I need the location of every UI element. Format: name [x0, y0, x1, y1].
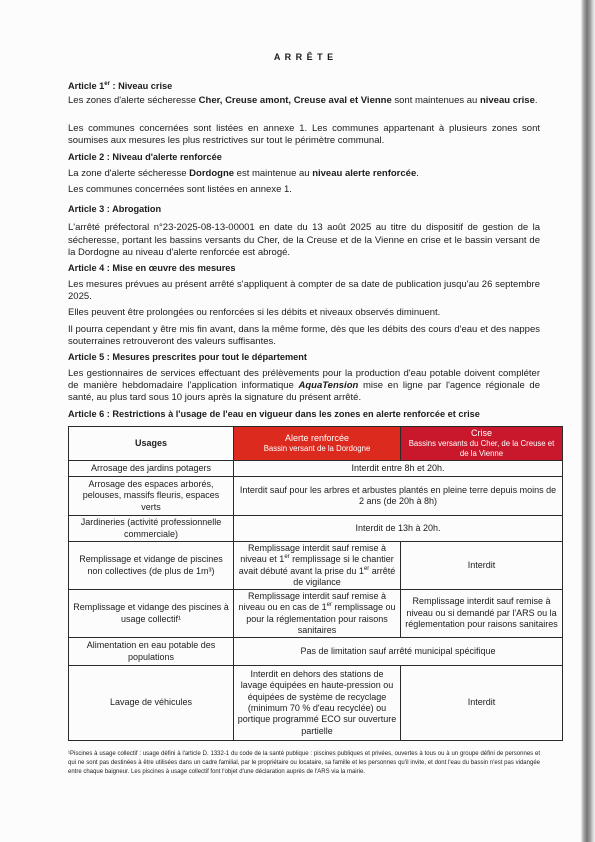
- both-levels-restriction-cell: Interdit entre 8h et 20h.: [234, 461, 563, 477]
- table-row: [69, 638, 563, 666]
- cell-text: arrêté de vigilance: [293, 565, 396, 587]
- article-1-heading: [68, 80, 540, 92]
- article-2-heading: [68, 151, 540, 163]
- crise-column-header: [401, 427, 563, 461]
- heading-text: : Niveau crise: [109, 81, 173, 91]
- alerte-renforcee-cell: Interdit en dehors des stations de lavage équipées en haute-pression ou équipées de système de recyclage (minimum 70 % d'eau recyclée) ou portique programmé ECO sur ouverture partielle: [234, 666, 401, 741]
- ordinal-suffix: er: [326, 602, 332, 609]
- footnote: ¹Piscines à usage collectif : usage défini à l'article D. 1332-1 du code de la santé publique : piscines publiques et privées, ouvertes à tous ou à un groupe défini de personnes et qui ne sont pas destinées à être utilisées dans un cadre familial, par le propriétaire ou locataire, sa famille et les personnes qu'il invite, et dont l'eau du bassin n'est pas vidangée entre chaque baigneur. Les piscines à usage collectif font l'objet d'une déclaration auprès de l'ARS via la mairie.: [68, 751, 540, 775]
- alerte-renforcee-column-header: [234, 427, 401, 461]
- alerte-renforcee-subtitle: Bassin versant de la Dordogne: [263, 443, 371, 453]
- article-1-paragraph-1: [68, 95, 540, 107]
- ordinal-suffix: er: [284, 554, 290, 561]
- cell-text: Remplissage interdit sauf remise à niveau et 1: [240, 542, 387, 565]
- article-4-paragraph-3: [68, 324, 540, 348]
- text-segment: L'arrêté préfectoral n°23-2025-08-13-00001 en date du 13 août 2025 au titre du dispositif de gestion de la sécheresse, portant les bassins versants du Cher, de la Creuse et de la Vienne en crise et le bassin versant de la Dordogne au niveau d'alerte renforcée est abrogé.: [68, 222, 540, 258]
- text-segment: Les communes concernées sont listées en annexe 1.: [68, 184, 292, 195]
- scan-edge-shadow: [581, 0, 595, 842]
- article-4-heading: [68, 262, 540, 274]
- cell-text: Remplissage interdit sauf remise à niveau ou en cas de 1: [238, 590, 387, 613]
- usage-cell: Arrosage des jardins potagers: [69, 461, 234, 477]
- heading-text: Article 1: [68, 81, 105, 91]
- alerte-renforcee-title: Alerte renforcée: [284, 433, 350, 444]
- restrictions-table: [68, 426, 563, 741]
- ordinal-suffix: er: [104, 80, 110, 87]
- article-5-paragraph-1: [68, 368, 540, 405]
- heading-text: Article 2 : Niveau d'alerte renforcée: [68, 152, 222, 162]
- text-segment: .: [534, 95, 538, 106]
- crise-cell: Interdit: [401, 542, 563, 590]
- text-segment: .: [416, 168, 419, 179]
- cell-text: remplissage si le chantier avait débuté avant la prise du 1: [238, 554, 394, 576]
- ordinal-suffix: er: [363, 565, 370, 572]
- crise-subtitle: Bassins versants du Cher, de la Creuse et de la Vienne: [408, 438, 555, 458]
- usage-cell: Remplissage et vidange de piscines non collectives (de plus de 1m³): [69, 542, 234, 590]
- crise-cell: Interdit: [401, 666, 563, 741]
- table-row: [69, 666, 563, 741]
- text-segment: mise en ligne par l'agence régionale de santé, au plus tard sous 10 jours après la signature du présent arrêté.: [68, 380, 540, 404]
- heading-text: Article 6 : Restrictions à l'usage de l'eau en vigueur dans les zones en alerte renforcée et crise: [68, 409, 480, 419]
- both-levels-restriction-cell: Interdit sauf pour les arbres et arbustes plantés en pleine terre depuis moins de 2 ans (de 20h à 8h): [234, 477, 563, 516]
- document-title: A R R Ê T E: [273, 52, 335, 62]
- table-row: [69, 461, 563, 477]
- article-1-paragraph-2: [68, 123, 540, 147]
- alerte-renforcee-cell: [234, 542, 401, 590]
- text-segment: Les communes concernées sont listées en annexe 1. Les communes appartenant à plusieurs zones sont soumises aux mesures les plus restrictives sur tout le périmètre communal.: [68, 123, 540, 147]
- article-4-paragraph-1: [68, 279, 540, 303]
- text-segment: Les zones d'alerte sécheresse: [68, 95, 199, 106]
- article-5-heading: [68, 351, 540, 363]
- application-name: AquaTension: [298, 380, 359, 392]
- text-segment: La zone d'alerte sécheresse: [68, 168, 190, 179]
- level-emphasis: niveau crise: [479, 95, 535, 106]
- text-segment: Les mesures prévues au présent arrêté s'appliquent à compter de sa date de publication jusqu'au 26 septembre 2025.: [68, 279, 540, 303]
- crise-title: Crise: [470, 428, 492, 439]
- usage-cell: Lavage de véhicules: [69, 666, 234, 741]
- usage-cell: Remplissage et vidange des piscines à usage collectif¹: [69, 590, 234, 638]
- cell-text: remplissage ou pour la réglementation pour raisons sanitaires: [246, 602, 396, 635]
- article-2-paragraph-1: [68, 168, 540, 180]
- usage-cell: Alimentation en eau potable des populations: [69, 638, 234, 666]
- crise-cell: Remplissage interdit sauf remise à niveau ou si demandé par l'ARS ou la réglementation pour raisons sanitaires: [401, 590, 563, 638]
- table-row: [69, 542, 563, 590]
- heading-text: Article 3 : Abrogation: [68, 204, 162, 214]
- table-row: [69, 477, 563, 516]
- text-segment: Les gestionnaires de services effectuant des prélèvements pour la production d'eau potable doivent compléter de manière hebdomadaire l'application informatique: [68, 368, 540, 392]
- zone-name-emphasis: Dordogne: [189, 168, 235, 179]
- level-emphasis: niveau alerte renforcée: [312, 168, 417, 179]
- both-levels-restriction-cell: Interdit de 13h à 20h.: [234, 516, 563, 542]
- article-4-paragraph-2: [68, 307, 540, 319]
- article-2-paragraph-2: [68, 184, 540, 196]
- table-row: [69, 516, 563, 542]
- article-3-paragraph-1: [68, 222, 540, 260]
- article-6-heading: [68, 408, 540, 420]
- alerte-renforcee-cell: [234, 590, 401, 638]
- article-3-heading: [68, 203, 540, 215]
- heading-text: Article 4 : Mise en œuvre des mesures: [68, 263, 236, 273]
- table-header-row: [69, 427, 563, 461]
- text-segment: est maintenue au: [234, 168, 313, 179]
- text-segment: Il pourra cependant y être mis fin avant, dans la même forme, dès que les débits des cours d'eau et des nappes souterraines retrouveront des valeurs suffisantes.: [68, 324, 540, 348]
- usages-column-header: Usages: [69, 427, 234, 461]
- heading-text: Article 5 : Mesures prescrites pour tout le département: [68, 352, 307, 362]
- text-segment: Elles peuvent être prolongées ou renforcées si les débits et niveaux observés diminuent.: [68, 307, 441, 318]
- zone-names-emphasis: Cher, Creuse amont, Creuse aval et Vienne: [198, 95, 392, 106]
- usage-cell: Jardineries (activité professionnelle commerciale): [69, 516, 234, 542]
- both-levels-restriction-cell: Pas de limitation sauf arrêté municipal spécifique: [234, 638, 563, 666]
- usage-cell: Arrosage des espaces arborés, pelouses, massifs fleuris, espaces verts: [69, 477, 234, 516]
- text-segment: sont maintenues au: [391, 95, 480, 106]
- table-row: [69, 590, 563, 638]
